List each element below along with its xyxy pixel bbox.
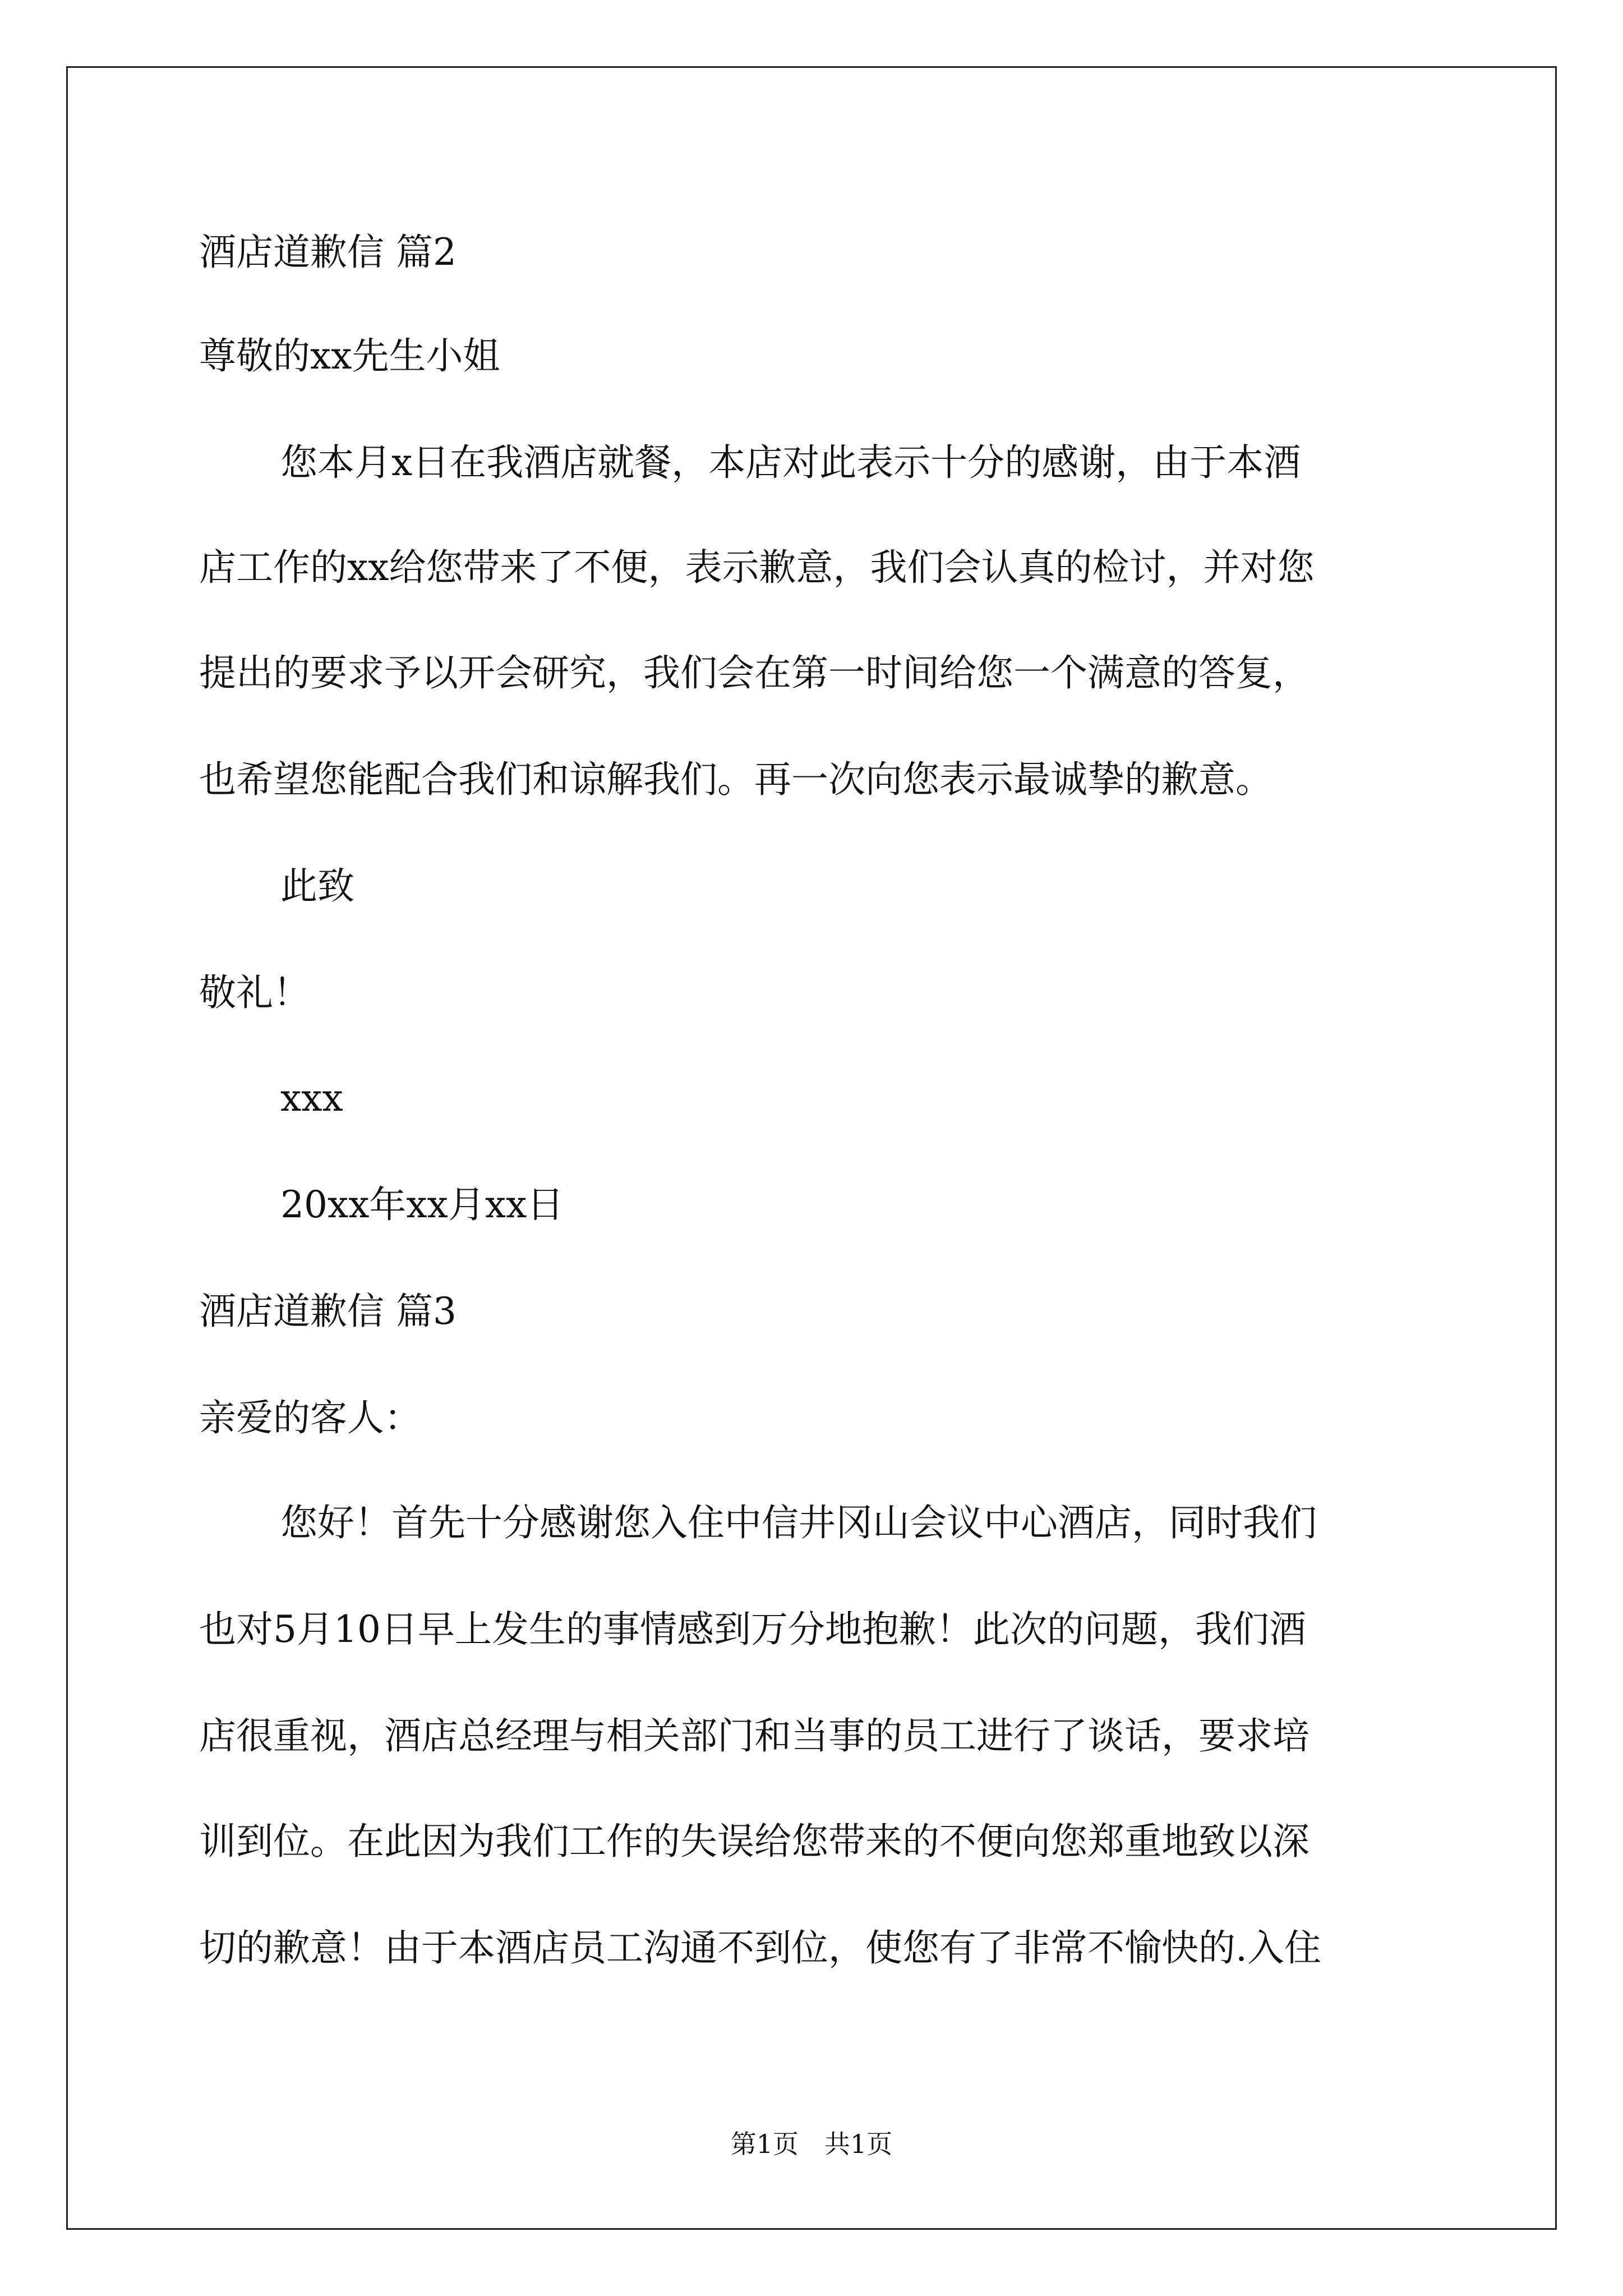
salutation-1: 尊敬的xx先生小姐	[199, 334, 500, 378]
body-line: 训到位。在此因为我们工作的失误给您带来的不便向您郑重地致以深	[199, 1820, 1310, 1863]
body-line: 您本月x日在我酒店就餐，本店对此表示十分的感谢，由于本酒	[280, 441, 1301, 484]
body-line: 提出的要求予以开会研究，我们会在第一时间给您一个满意的答复，	[199, 651, 1310, 694]
closing-2: 敬礼！	[199, 971, 310, 1014]
page-border	[66, 66, 1557, 2230]
body-line: 店工作的xx给您带来了不便，表示歉意，我们会认真的检讨，并对您	[199, 546, 1315, 589]
body-line: 也希望您能配合我们和谅解我们。再一次向您表示最诚挚的歉意。	[199, 758, 1272, 801]
heading-letter-2: 酒店道歉信 篇2	[199, 231, 457, 274]
body-line: 店很重视，酒店总经理与相关部门和当事的员工进行了谈话，要求培	[199, 1714, 1310, 1757]
page-number: 第1页 共1页	[730, 2129, 893, 2159]
body-line: 切的歉意！由于本酒店员工沟通不到位，使您有了非常不愉快的.入住	[199, 1926, 1321, 1970]
salutation-2: 亲爱的客人：	[199, 1396, 421, 1439]
body-line: 您好！首先十分感谢您入住中信井冈山会议中心酒店，同时我们	[280, 1501, 1317, 1544]
date: 20xx年xx月xx日	[280, 1183, 564, 1226]
body-line: 也对5月10日早上发生的事情感到万分地抱歉！此次的问题，我们酒	[199, 1608, 1306, 1651]
signature: xxx	[280, 1076, 343, 1120]
heading-letter-3: 酒店道歉信 篇3	[199, 1290, 457, 1333]
closing-1: 此致	[280, 864, 354, 908]
